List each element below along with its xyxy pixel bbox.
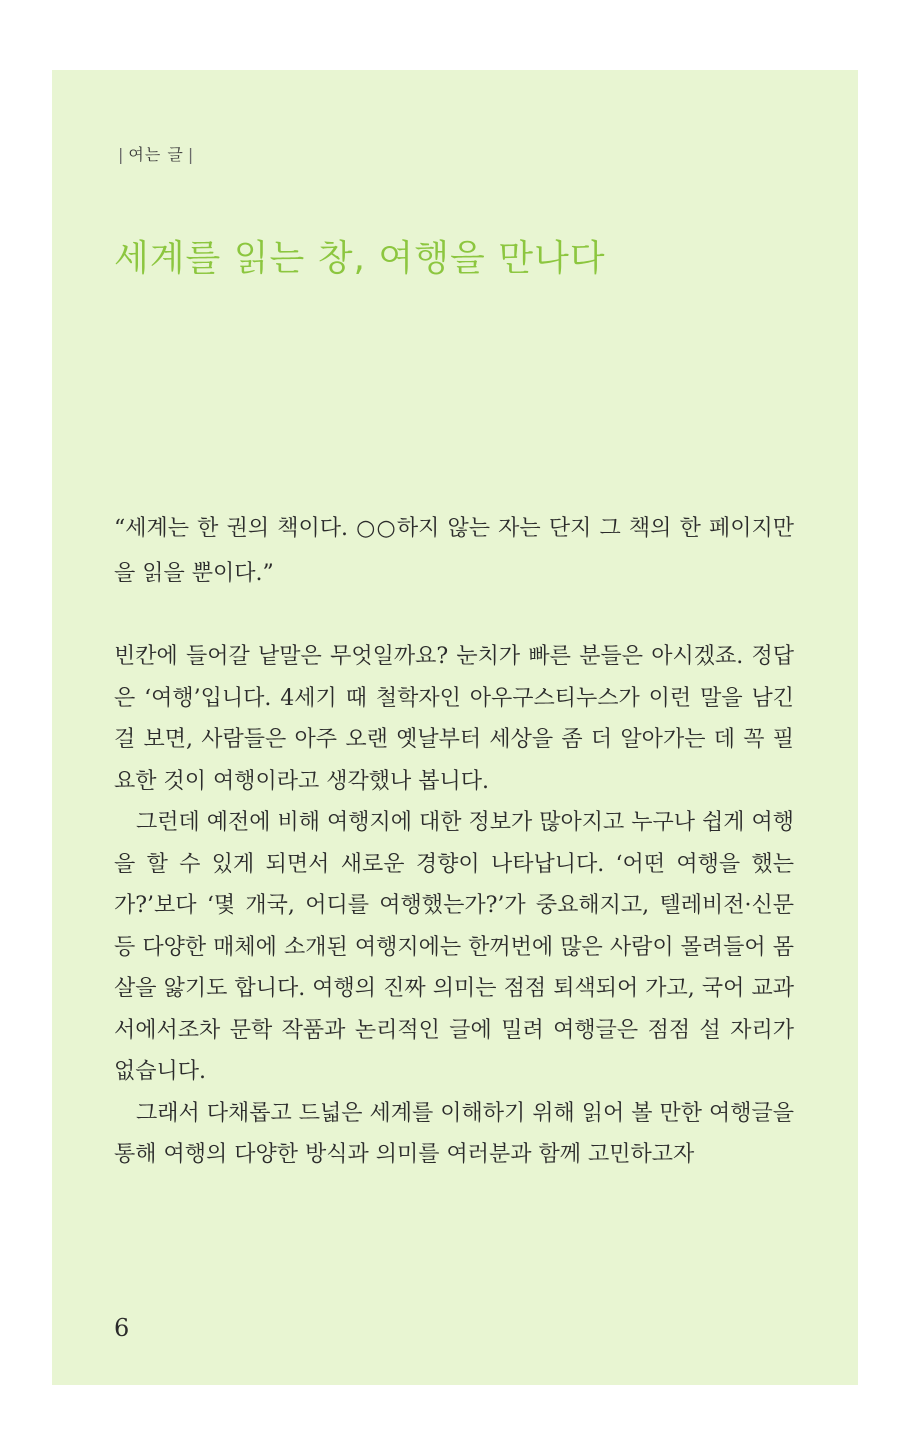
opening-quote: “세계는 한 권의 책이다. ○○하지 않는 자는 단지 그 책의 한 페이지만을 읽을 뿐이다.”	[114, 516, 794, 586]
body-text	[114, 636, 794, 1176]
paragraph-2: 그런데 예전에 비해 여행지에 대한 정보가 많아지고 누구나 쉽게 여행을 할 수 있게 되면서 새로운 경향이 나타납니다. ‘어떤 여행을 했는가?’보다 ‘몇 개국, 어디를 여행했는가?’가 중요해지고, 텔레비전·신문 등 다양한 매체에 소개된 여행지에는 한꺼번에 많은 사람이 몰려들어 몸살을 앓기도 합니다. 여행의 진짜 의미는 점점 퇴색되어 가고, 국어 교과서에서조차 문학 작품과 논리적인 글에 밀려 여행글은 점점 설 자리가 없습니다.	[114, 810, 794, 1084]
section-label-text: 여는 글	[128, 145, 184, 164]
section-label-bar-right: |	[187, 145, 195, 164]
section-label-bar-left: |	[118, 145, 125, 164]
book-page	[52, 70, 858, 1385]
section-label	[114, 142, 198, 165]
paragraph-1: 빈칸에 들어갈 낱말은 무엇일까요? 눈치가 빠른 분들은 아시겠죠. 정답은 ‘여행’입니다. 4세기 때 철학자인 아우구스티누스가 이런 말을 남긴 걸 보면, 사람들은 아주 오랜 옛날부터 세상을 좀 더 알아가는 데 꼭 필요한 것이 여행이라고 생각했나 봅니다.	[114, 644, 794, 794]
page-title: 세계를 읽는 창, 여행을 만나다	[114, 238, 606, 279]
page-number: 6	[114, 1314, 130, 1342]
paragraph-3: 그래서 다채롭고 드넓은 세계를 이해하기 위해 읽어 볼 만한 여행글을 통해 여행의 다양한 방식과 의미를 여러분과 함께 고민하고자	[114, 1100, 794, 1167]
